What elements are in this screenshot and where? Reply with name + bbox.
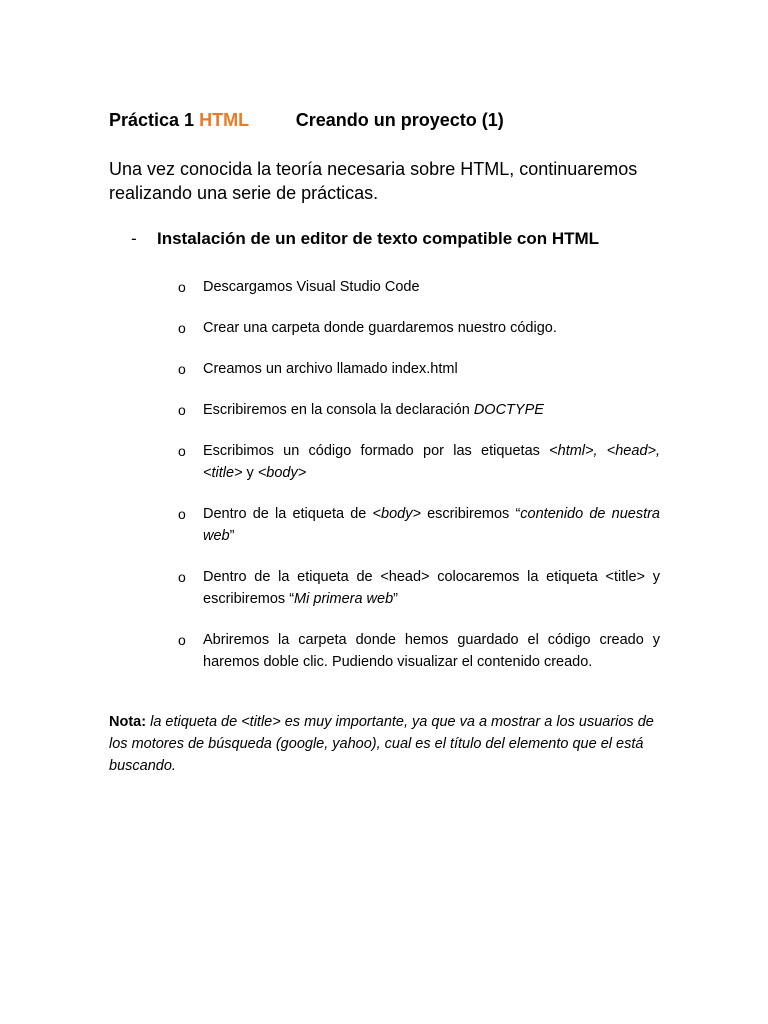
step-text-part: Dentro de la etiqueta de <head> colocaremos la etiqueta <title> y escribiremos “ bbox=[203, 569, 660, 607]
step-text-part: <body> bbox=[257, 465, 307, 481]
practice-label: Práctica 1 bbox=[109, 110, 195, 130]
step-text-part: ” bbox=[229, 528, 235, 544]
circle-bullet-icon: o bbox=[178, 402, 186, 418]
step-item bbox=[178, 317, 660, 339]
steps-list bbox=[178, 276, 660, 692]
circle-bullet-icon: o bbox=[178, 443, 186, 459]
step-text-part: Creamos un archivo llamado index.html bbox=[203, 361, 458, 377]
step-item bbox=[178, 440, 660, 484]
page-title bbox=[109, 110, 504, 131]
circle-bullet-icon: o bbox=[178, 361, 186, 377]
circle-bullet-icon: o bbox=[178, 506, 186, 522]
step-text-part: Dentro de la etiqueta de bbox=[203, 506, 373, 522]
practice-accent: HTML bbox=[199, 110, 249, 130]
step-text-part: ” bbox=[393, 591, 398, 607]
step-text bbox=[203, 276, 660, 298]
step-text bbox=[203, 503, 660, 547]
step-text-part: DOCTYPE bbox=[473, 402, 544, 418]
step-text-part: Mi primera web bbox=[294, 591, 394, 607]
step-text-part: escribiremos “ bbox=[420, 506, 521, 522]
step-text-part: Escribiremos en la consola la declaración bbox=[203, 402, 474, 418]
section-heading bbox=[131, 229, 599, 249]
circle-bullet-icon: o bbox=[178, 320, 186, 336]
step-text bbox=[203, 566, 660, 610]
step-text-part: Crear una carpeta donde guardaremos nuestro código. bbox=[203, 320, 557, 336]
dash-bullet: - bbox=[131, 229, 137, 248]
step-text-part: Abriremos la carpeta donde hemos guardado el código creado y haremos doble clic. Pudiendo visualizar el contenido creado. bbox=[203, 632, 660, 670]
step-item bbox=[178, 358, 660, 380]
step-item bbox=[178, 629, 660, 673]
step-text bbox=[203, 399, 660, 421]
note-label: Nota bbox=[109, 714, 142, 730]
step-text-part: Descargamos Visual Studio Code bbox=[203, 279, 420, 295]
circle-bullet-icon: o bbox=[178, 632, 186, 648]
note-paragraph bbox=[109, 711, 654, 777]
step-text bbox=[203, 440, 660, 484]
step-text bbox=[203, 317, 660, 339]
step-item bbox=[178, 503, 660, 547]
step-text-part: Escribimos un código formado por las etiquetas bbox=[203, 443, 550, 459]
step-text-part: contenido de nuestra web bbox=[203, 506, 661, 544]
step-text bbox=[203, 358, 660, 380]
step-text bbox=[203, 629, 660, 673]
step-text-part: <body> bbox=[372, 506, 421, 522]
step-text-part: <html>, <head>, <title> bbox=[203, 443, 660, 481]
circle-bullet-icon: o bbox=[178, 569, 186, 585]
circle-bullet-icon: o bbox=[178, 279, 186, 295]
note-separator: : bbox=[141, 714, 151, 730]
step-item bbox=[178, 276, 660, 298]
page-subtitle: Creando un proyecto (1) bbox=[295, 110, 504, 130]
step-item bbox=[178, 566, 660, 610]
note-text: la etiqueta de <title> es muy importante, ya que va a mostrar a los usuarios de los motores de búsqueda (google, yahoo), cual es el título del elemento que el está buscando. bbox=[109, 714, 654, 774]
step-item bbox=[178, 399, 660, 421]
section-title: Instalación de un editor de texto compatible con HTML bbox=[157, 229, 600, 248]
intro-paragraph: Una vez conocida la teoría necesaria sobre HTML, continuaremos realizando una serie de prácticas. bbox=[109, 159, 638, 203]
step-text-part: y bbox=[242, 465, 258, 481]
